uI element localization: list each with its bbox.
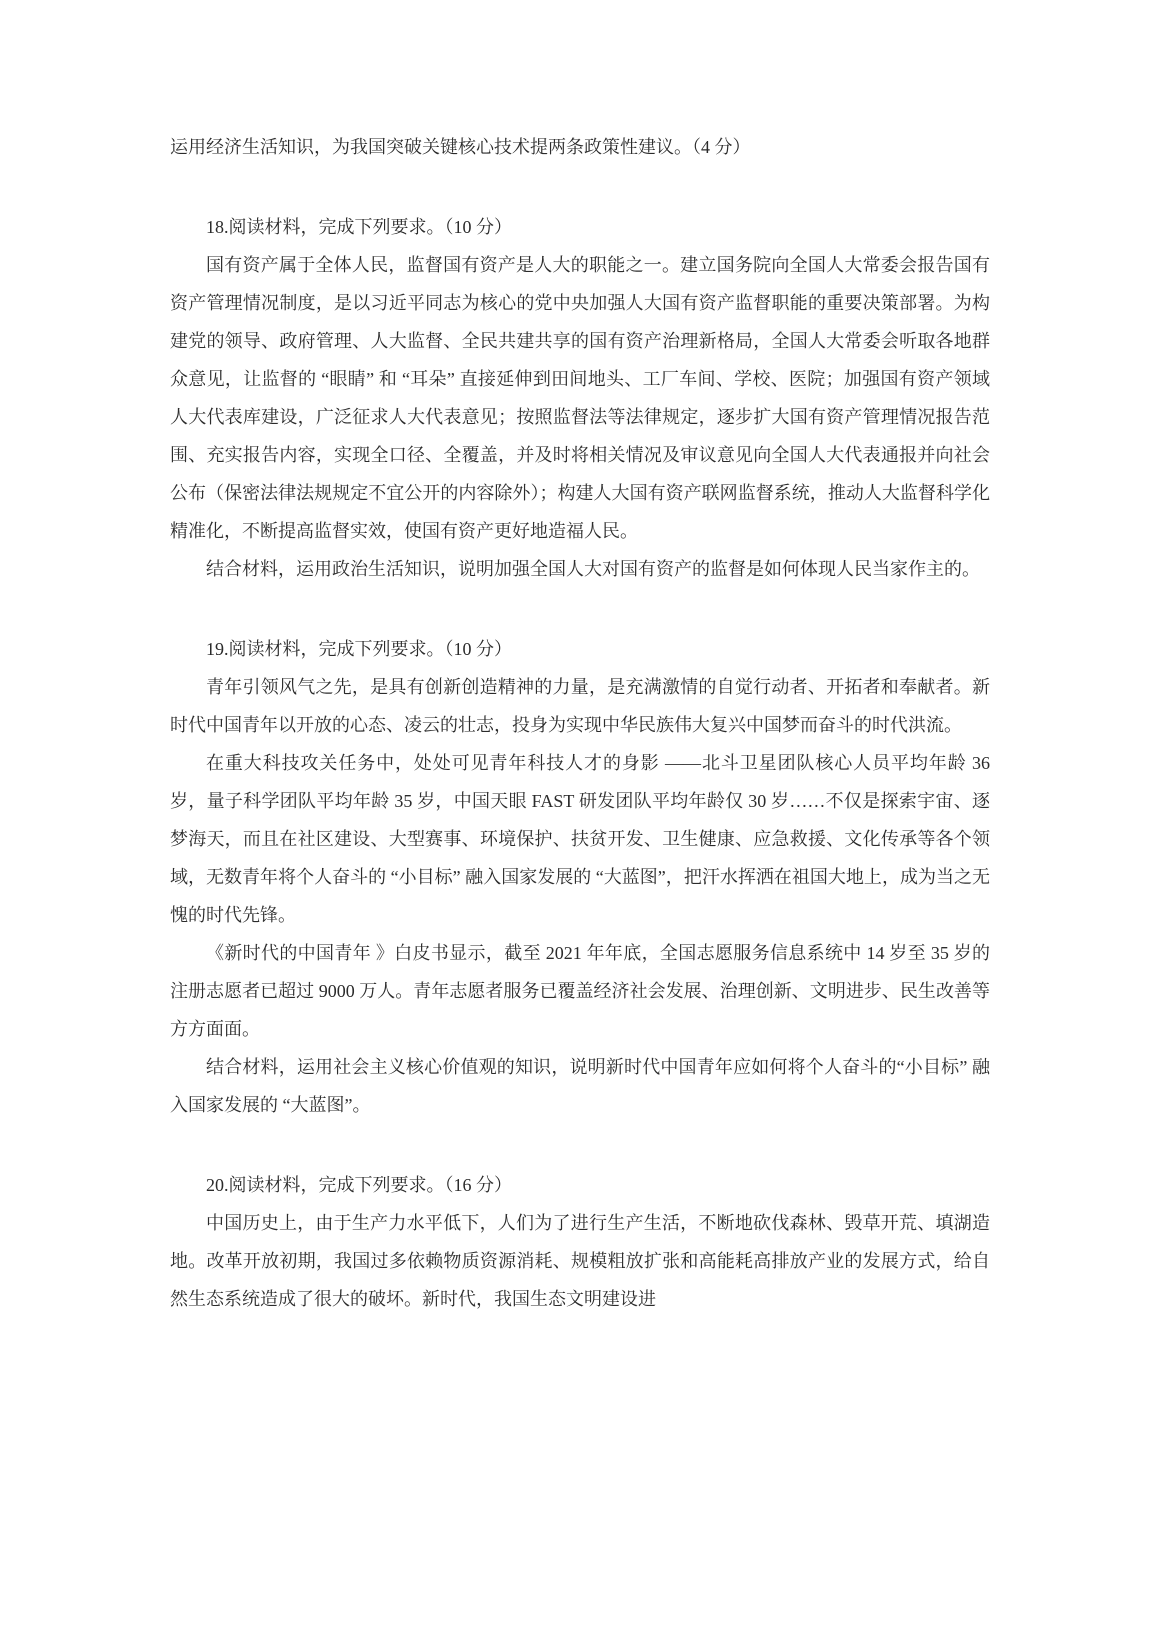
question-19-material-2: 在重大科技攻关任务中，处处可见青年科技人才的身影 ——北斗卫星团队核心人员平均年龄 36 岁，量子科学团队平均年龄 35 岁，中国天眼 FAST 研发团队平均年龄仅 30 岁……不仅是探索宇宙、逐梦海天，而且在社区建设、大型赛事、环境保护、扶贫开发、卫生健康、应急救援、文化传承等各个领域，无数青年将个人奋斗的 “小目标” 融入国家发展的 “大蓝图”，把汗水挥洒在祖国大地上，成为当之无愧的时代先锋。: [170, 753, 990, 925]
continuation-line: 运用经济生活知识，为我国突破关键核心技术提两条政策性建议。（4 分）: [170, 137, 751, 157]
question-19-material-1: 青年引领风气之先，是具有创新创造精神的力量，是充满激情的自觉行动者、开拓者和奉献者。新时代中国青年以开放的心态、凌云的壮志，投身为实现中华民族伟大复兴中国梦而奋斗的时代洪流。: [170, 677, 990, 735]
question-19-heading: 19.阅读材料，完成下列要求。（10 分）: [206, 639, 512, 659]
question-19-task: 结合材料，运用社会主义核心价值观的知识，说明新时代中国青年应如何将个人奋斗的“小目标” 融入国家发展的 “大蓝图”。: [170, 1057, 990, 1115]
question-19-material-3: 《新时代的中国青年 》白皮书显示，截至 2021 年年底，全国志愿服务信息系统中 14 岁至 35 岁的注册志愿者已超过 9000 万人。青年志愿者服务已覆盖经济社会发展、治理创新、文明进步、民生改善等方方面面。: [170, 943, 990, 1039]
question-18-heading: 18.阅读材料，完成下列要求。（10 分）: [206, 217, 512, 237]
question-20-heading: 20.阅读材料，完成下列要求。（16 分）: [206, 1175, 512, 1195]
question-20-material: 中国历史上，由于生产力水平低下，人们为了进行生产生活，不断地砍伐森林、毁草开荒、填湖造地。改革开放初期，我国过多依赖物质资源消耗、规模粗放扩张和高能耗高排放产业的发展方式，给自然生态系统造成了很大的破坏。新时代，我国生态文明建设进: [170, 1213, 990, 1309]
question-18-material: 国有资产属于全体人民，监督国有资产是人大的职能之一。建立国务院向全国人大常委会报告国有资产管理情况制度，是以习近平同志为核心的党中央加强人大国有资产监督职能的重要决策部署。为构建党的领导、政府管理、人大监督、全民共建共享的国有资产治理新格局，全国人大常委会听取各地群众意见，让监督的 “眼睛” 和 “耳朵” 直接延伸到田间地头、工厂车间、学校、医院；加强国有资产领域人大代表库建设，广泛征求人大代表意见；按照监督法等法律规定，逐步扩大国有资产管理情况报告范围、充实报告内容，实现全口径、全覆盖，并及时将相关情况及审议意见向全国人大代表通报并向社会公布（保密法律法规规定不宜公开的内容除外）；构建人大国有资产联网监督系统，推动人大监督科学化精准化，不断提高监督实效，使国有资产更好地造福人民。: [170, 255, 990, 541]
question-18-task: 结合材料，运用政治生活知识，说明加强全国人大对国有资产的监督是如何体现人民当家作主的。: [206, 559, 980, 579]
